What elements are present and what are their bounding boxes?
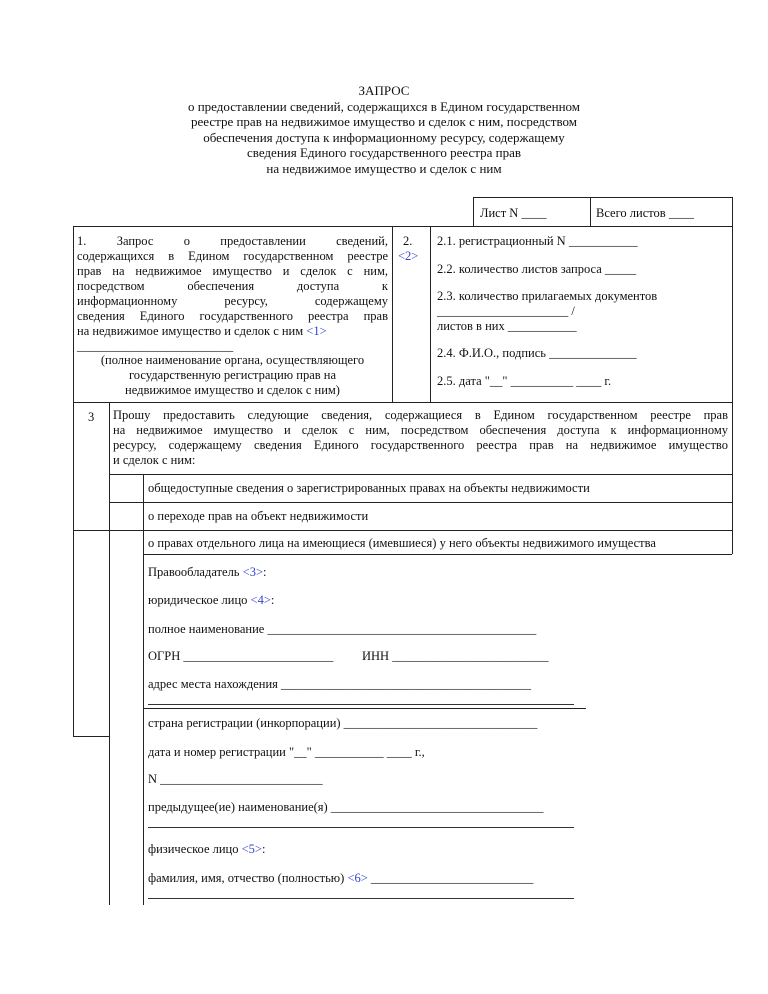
footnote-ref: <4> (250, 593, 271, 607)
section1-line: содержащихся в Едином государственном реестре (77, 249, 388, 263)
attached-sheets-field[interactable]: листов в них ___________ (437, 319, 577, 333)
option-row-border (109, 474, 732, 475)
footnote-ref: <1> (306, 324, 327, 338)
address-continuation-line (148, 704, 574, 705)
option-transfer-of-rights[interactable]: о переходе прав на объект недвижимости (148, 509, 369, 523)
section3-intro-line: на недвижимое имущество и сделок с ним, посредством обеспечения доступа к информационному (113, 423, 728, 437)
registration-number-field[interactable]: 2.1. регистрационный N ___________ (437, 234, 638, 248)
section1-line: информационному ресурсу, содержащему (77, 294, 388, 308)
legal-entity-divider (143, 708, 586, 709)
section3-top-border (73, 402, 732, 403)
right-holder-text: Правообладатель (148, 565, 240, 579)
colon: : (263, 565, 267, 579)
title-line: на недвижимое имущество и сделок с ним (266, 160, 502, 176)
option-row-border (109, 530, 732, 531)
title-line: о предоставлении сведений, содержащихся в Едином государственном (187, 98, 581, 114)
full-name-field[interactable]: полное наименование ___________________________________________ (148, 622, 537, 636)
legal-entity-label (148, 593, 274, 608)
registration-number-line[interactable]: N __________________________ (148, 772, 323, 786)
sheet-number: Лист N ____ (480, 206, 547, 220)
section3-number: 3 (88, 410, 95, 424)
sheet-box-right (732, 197, 733, 226)
sheet-total: Всего листов ____ (596, 206, 694, 220)
right-holder-label (148, 565, 266, 580)
inn-field[interactable]: ИНН _________________________ (362, 649, 549, 663)
section3-intro-line: Прошу предоставить следующие сведения, содержащиеся в Едином государственном реестре прав (113, 408, 728, 422)
colon: : (270, 593, 275, 607)
title-line: обеспечения доступа к информационному ресурсу, содержащему (203, 129, 565, 145)
colon: : (261, 842, 266, 856)
title-line: ЗАПРОС (358, 83, 410, 98)
sheet-box-top (473, 197, 732, 198)
country-field[interactable]: страна регистрации (инкорпорации) _______________________________ (148, 716, 538, 730)
footnote-ref: <6> (347, 871, 368, 885)
section3-number-divider (109, 402, 110, 905)
title-line: сведения Единого государственного реестра прав (247, 145, 521, 161)
registration-date-field[interactable]: дата и номер регистрации "__" ___________ ____ г., (148, 745, 425, 759)
section1-line: 1. Запрос о предоставлении сведений, (77, 234, 388, 248)
previous-names-continuation-line (148, 827, 574, 828)
authority-name-blank: _________________________ (77, 339, 234, 353)
option-public-info[interactable]: общедоступные сведения о зарегистрированных правах на объекты недвижимости (148, 481, 590, 495)
authority-caption: недвижимое имущество и сделок с ним) (125, 383, 340, 397)
fio-blank: __________________________ (370, 871, 534, 885)
section3-intro-line: и сделок с ним: (113, 453, 196, 467)
section1-line: прав на недвижимое имущество и сделок с ним, (77, 264, 388, 278)
section2-divider (430, 226, 431, 402)
section2-number: 2. (403, 234, 413, 248)
date-field[interactable]: 2.5. дата "__" __________ ____ г. (437, 374, 612, 388)
attached-docs-field[interactable]: _____________________ / (437, 304, 575, 318)
individual-text: физическое лицо (148, 842, 239, 856)
option-row-border (109, 502, 732, 503)
title-line: реестре прав на недвижимое имущество и сделок с ним, посредством (190, 114, 578, 130)
name-signature-field[interactable]: 2.4. Ф.И.О., подпись ______________ (437, 346, 637, 360)
option-checkbox-column (143, 474, 144, 905)
number-column-bottom (73, 736, 109, 737)
footnote-ref: <5> (241, 842, 262, 856)
attached-docs-label: 2.3. количество прилагаемых документов (437, 289, 658, 303)
footnote-ref: <3> (242, 565, 263, 579)
section1-right-border (392, 226, 393, 402)
number-column-divider (73, 530, 109, 531)
option-person-rights[interactable]: о правах отдельного лица на имеющиеся (имевшиеся) у него объекты недвижимого имущества (148, 536, 656, 550)
ogrn-field[interactable]: ОГРН ________________________ (148, 649, 334, 663)
section3-intro-line: ресурсу, содержащему сведения Единого государственного реестра прав на недвижимое имущество (113, 438, 728, 452)
section1-line-last (77, 324, 327, 339)
address-field[interactable]: адрес места нахождения ________________________________________ (148, 677, 532, 691)
sheet-box-divider (590, 197, 591, 226)
document-title (140, 83, 628, 177)
section1-line: посредством обеспечения доступа к (77, 279, 388, 293)
previous-names-field[interactable]: предыдущее(ие) наименование(я) __________________________________ (148, 800, 544, 814)
sheet-box-left (473, 197, 474, 226)
legal-entity-text: юридическое лицо (148, 593, 248, 607)
footnote-ref: <2> (398, 249, 419, 263)
request-sheets-field[interactable]: 2.2. количество листов запроса _____ (437, 262, 637, 276)
section1-line: сведения Единого государственного реестра прав (77, 309, 388, 323)
table-top-border (73, 226, 732, 227)
full-name-person-field[interactable] (148, 871, 533, 886)
fio-label: фамилия, имя, отчество (полностью) (148, 871, 345, 885)
table-right-border (732, 226, 733, 554)
option-row-border (143, 554, 732, 555)
section1-last-text: на недвижимое имущество и сделок с ним (77, 324, 304, 338)
table-left-border-lower (73, 402, 74, 736)
individual-label (148, 842, 265, 857)
authority-caption: государственную регистрацию прав на (128, 368, 337, 382)
authority-caption: (полное наименование органа, осуществляющего (100, 353, 365, 367)
fio-continuation-line (148, 898, 574, 899)
